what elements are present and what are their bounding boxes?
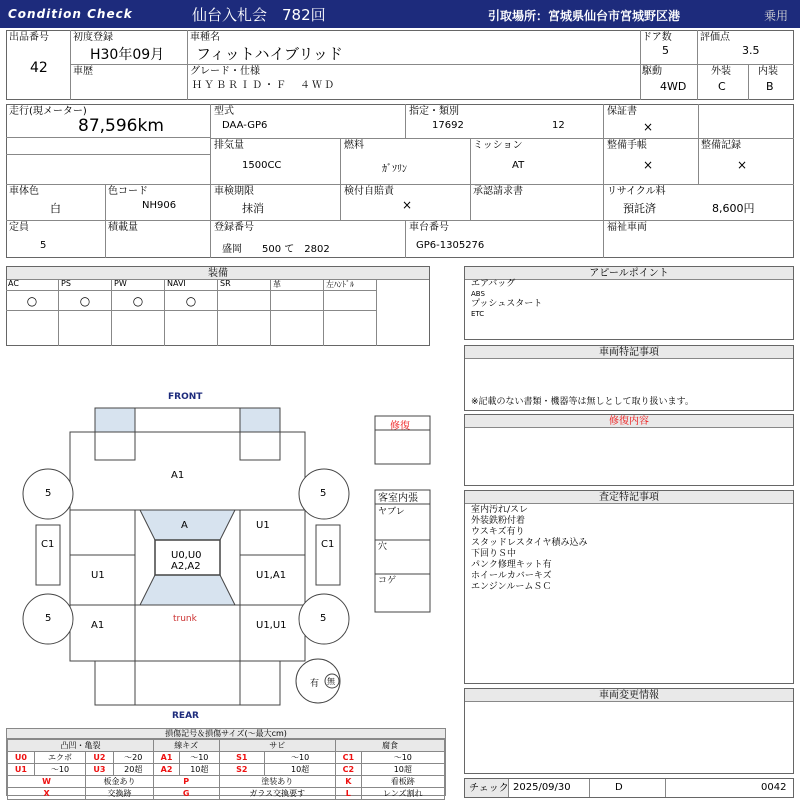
interior-value: B [766,80,774,93]
legend-header: サビ [219,740,336,752]
displacement-value: 1500CC [242,160,282,171]
damage-hood: A1 [171,470,185,481]
appeal-item: プッシュスタート [471,299,543,309]
body-color-value: 白 [50,202,61,215]
inspection-note-item: 外装鉄粉付着 [471,516,526,526]
type-value: DAA-GP6 [222,120,268,131]
legend-desc: ～10 [34,764,85,776]
appeal-box [464,266,794,340]
equipment-label: SR [218,279,270,291]
repair-content-title: 修復内容 [465,415,793,428]
check-label: チェック [469,783,509,794]
legend-code: U2 [86,752,113,764]
legend-desc: エクボ [34,752,85,764]
legend-desc: 20超 [113,764,153,776]
tire-rear-left: 5 [45,613,52,624]
damage-legend [6,728,446,796]
legend-code: C1 [336,752,362,764]
model-name-value: フィットハイブリッド [196,45,343,63]
color-code-value: NH906 [142,200,177,211]
special-note: ※記載のない書類・機器等は無しとして取り扱います。 [471,397,694,407]
legend-code: X [8,788,86,800]
trunk-label: trunk [173,614,197,624]
interior-item-hole: 穴 [378,542,388,552]
mission-label: ミッション [473,140,523,151]
appeal-item: エアバッグ [471,279,516,289]
score-label: 評価点 [700,32,730,43]
history-label: 車歴 [73,66,93,77]
interior-item-tear: ヤブレ [378,507,405,517]
recycle-label: リサイクル料 [607,186,666,197]
legend-code: A2 [153,764,179,776]
insurance-value: × [402,198,413,212]
equipment-value [271,291,323,311]
grade-label: グレード・仕様 [190,66,260,77]
legend-title: 損傷記号＆損傷サイズ(～最大cm) [7,729,445,739]
maint-record-label: 整備記録 [701,140,741,151]
designation-label: 指定・類別 [409,106,459,117]
pickup-location: 引取場所：宮城県仙台市宮城野区港 [488,9,681,23]
legend-desc: 10超 [361,764,444,776]
category: 乗用 [764,9,789,23]
equipment-cell [6,279,59,346]
damage-left-door: U1 [91,570,105,581]
warranty-value: × [643,120,654,134]
recycle-status: 預託済 [623,202,656,215]
legend-code: W [8,776,86,788]
exterior-label: 外装 [711,66,731,77]
legend-code: U3 [86,764,113,776]
equipment-cell [112,279,165,346]
equipment-value: ○ [165,291,217,311]
front-label: FRONT [168,392,203,402]
check-date: 2025/09/30 [513,782,571,793]
inspection-value: 抹消 [242,202,264,215]
equipment-title: 装備 [7,267,429,280]
plate-value: 盛岡 500 て 2802 [222,244,330,255]
equipment-label: NAVI [165,279,217,291]
footer-check-bar [464,778,794,798]
equipment-cell [59,279,112,346]
legend-code: P [153,776,219,788]
legend-desc: ～20 [113,752,153,764]
mileage-value: 87,596km [78,116,164,136]
equipment-label: AC [6,279,58,291]
interior-label: 内装 [758,66,778,77]
drive-value: 4WD [660,80,687,93]
legend-code: L [336,788,362,800]
damage-left-rear-quarter: A1 [91,620,105,631]
inspection-notes-title: 査定特記事項 [465,491,793,504]
chassis-label: 車台番号 [409,222,449,233]
legend-desc: 10超 [265,764,336,776]
equipment-label: PS [59,279,111,291]
equipment-cell [218,279,271,346]
chassis-value: GP6-1305276 [416,240,485,251]
equipment-value: ○ [59,291,111,311]
body-color-label: 車体色 [9,186,39,197]
score-value: 3.5 [742,44,760,57]
header-bar [0,0,800,28]
tire-front-left: 5 [45,488,52,499]
repair-label: 修復 [390,421,410,432]
legend-desc: 看板跡 [361,776,444,788]
mileage-label: 走行(現メーター) [9,106,87,117]
equipment-label: 左ﾊﾝﾄﾞﾙ [324,279,376,291]
grade-value: ＨＹＢＲＩＤ・Ｆ ４ＷＤ [192,80,336,91]
color-code-label: 色コード [108,186,148,197]
inspection-note-item: 室内汚れ/スレ [471,505,529,515]
equipment-value: ○ [112,291,164,311]
inspection-note-item: ホイールカバーキズ [471,571,552,581]
special-notes-box [464,345,794,411]
legend-desc: ～10 [361,752,444,764]
welfare-label: 福祉車両 [607,222,647,233]
legend-desc: ～10 [180,752,219,764]
drive-label: 駆動 [642,66,662,77]
fuel-value: ｶﾞｿﾘﾝ [382,164,407,175]
insurance-label: 検付自賠責 [344,186,394,197]
designation-value: 17692 [432,120,464,131]
damage-roof-1: U0,U0 [171,550,202,561]
equipment-cell [165,279,218,346]
maint-book-value: × [643,158,654,172]
legend-desc: レンズ割れ [361,788,444,800]
legend-desc: ガラス交換要す [219,788,336,800]
maint-record-value: × [737,158,748,172]
interior-box-title: 客室内張 [378,493,418,504]
legend-code: K [336,776,362,788]
damage-windshield: A [181,520,188,531]
spare-label: 有 [310,679,320,689]
legend-desc: ～10 [265,752,336,764]
legend-code: S1 [219,752,265,764]
inspection-notes-box [464,490,794,684]
special-title: 車両特記事項 [465,346,793,359]
legend-desc: 塗装あり [219,776,336,788]
approval-label: 承認請求書 [473,186,523,197]
equipment-label: 革 [271,279,323,291]
appeal-title: アピールポイント [465,267,793,280]
legend-header: 線キズ [153,740,219,752]
lot-label: 出品番号 [9,32,49,43]
legend-code: G [153,788,219,800]
change-info-title: 車両変更情報 [465,689,793,702]
inspection-note-item: ウスキズ有り [471,527,525,537]
doors-label: ドア数 [642,32,672,43]
model-name-label: 車種名 [190,32,220,43]
repair-content-box [464,414,794,486]
legend-code: C2 [336,764,362,776]
inspection-notes-list [471,505,588,593]
capacity-label: 定員 [9,222,29,233]
legend-desc: 10超 [180,764,219,776]
load-label: 積載量 [108,222,138,233]
interior-item-burn: コゲ [378,576,397,586]
damage-right-rear-door: U1,A1 [256,570,287,581]
condition-check-title: Condition Check [8,7,133,21]
legend-code: A1 [153,752,179,764]
appeal-item: ETC [471,310,485,318]
inspection-note-item: スタッドレスタイヤ積み込み [471,538,588,548]
type-label: 型式 [214,106,234,117]
lot-number: 42 [30,60,48,76]
equipment-value [324,291,376,311]
displacement-label: 排気量 [214,140,244,151]
legend-code: U0 [8,752,35,764]
rear-label: REAR [172,711,199,721]
doors-value: 5 [662,44,669,57]
damage-roof-2: A2,A2 [171,561,201,572]
inspection-label: 車検期限 [214,186,254,197]
tire-front-right: 5 [320,488,327,499]
recycle-fee: 8,600円 [712,202,755,215]
legend-header: 腐食 [336,740,445,752]
legend-code: U1 [8,764,35,776]
mirror-right: C1 [321,539,335,550]
exterior-value: C [718,80,726,93]
appeal-list [471,279,542,319]
legend-header: 凸凹・亀裂 [8,740,154,752]
equipment-cell [271,279,324,346]
inspection-note-item: エンジンルームＳＣ [471,582,552,592]
capacity-value: 5 [40,240,47,251]
maint-book-label: 整備手帳 [607,140,647,151]
inspection-note-item: パンク修理キット有 [471,560,552,570]
check-grade: D [615,782,623,793]
legend-desc: 板金あり [86,776,154,788]
warranty-label: 保証書 [607,106,637,117]
equipment-label: PW [112,279,164,291]
damage-right-front-door: U1 [256,520,270,531]
change-info-box [464,688,794,774]
mirror-left: C1 [41,539,55,550]
legend-code: S2 [219,764,265,776]
spare-value: 無 [327,677,335,686]
legend-desc: 交換跡 [86,788,154,800]
check-number: 0042 [761,782,787,793]
first-reg-value: H30年09月 [90,47,165,63]
mission-value: AT [512,160,525,171]
equipment-value [218,291,270,311]
damage-right-rear-quarter: U1,U1 [256,620,287,631]
plate-label: 登録番号 [214,222,254,233]
equipment-value: ○ [6,291,58,311]
appeal-item: ABS [471,290,485,298]
inspection-note-item: 下回りＳ中 [471,549,517,559]
auction-title: 仙台入札会 782回 [192,6,326,24]
fuel-label: 燃料 [344,140,364,151]
first-reg-label: 初度登録 [73,32,113,43]
equipment-cell [324,279,377,346]
classification-value: 12 [552,120,565,131]
tire-rear-right: 5 [320,613,327,624]
